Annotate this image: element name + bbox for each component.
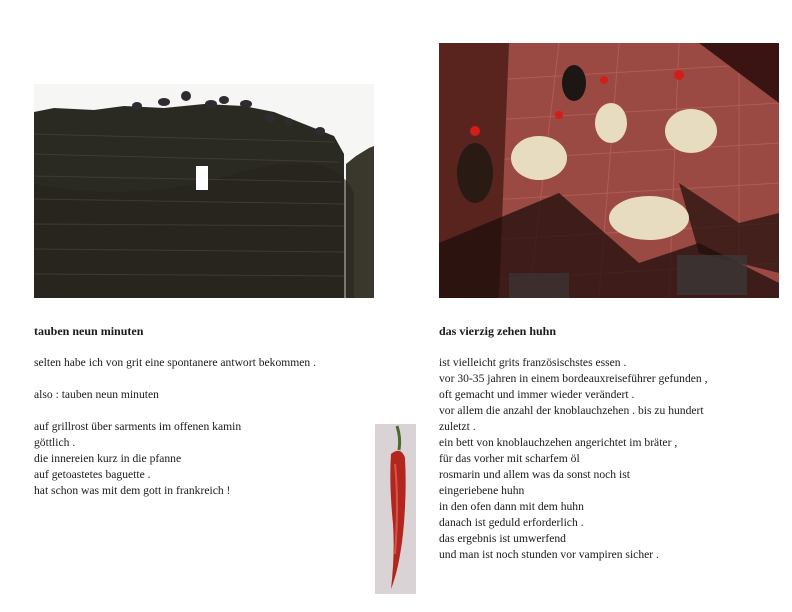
right-line: in den ofen dann mit dem huhn [439,500,584,513]
right-line: oft gemacht und immer wieder verändert . [439,388,635,401]
right-line: danach ist geduld erforderlich . [439,516,584,529]
left-line: auf getoastetes baguette . [34,468,151,481]
left-text-column [34,323,374,515]
left-line: also : tauben neun minuten [34,388,159,401]
right-line: ein bett von knoblauchzehen angerichtet im bräter , [439,436,678,449]
right-line: rosmarin und allem was da sonst noch ist [439,468,630,481]
left-line: hat schon was mit dem gott in frankreich ! [34,484,231,497]
left-title: tauben neun minuten [34,324,144,338]
chickens-courtyard-photo [439,43,779,298]
right-line: eingeriebene huhn [439,484,525,497]
left-paragraph [34,355,374,371]
pigeons-wall-photo [34,84,374,298]
right-paragraph [439,355,779,563]
right-line: vor allem die anzahl der knoblauchzehen . bis zu hundert [439,404,704,417]
left-paragraph [34,419,374,499]
left-line: selten habe ich von grit eine spontanere antwort bekommen . [34,356,317,369]
left-line: göttlich . [34,436,76,449]
right-line: vor 30-35 jahren in einem bordeauxreiseführer gefunden , [439,372,708,385]
right-line: für das vorher mit scharfem öl [439,452,580,465]
chili-pepper-photo [375,424,416,594]
right-line: das ergebnis ist umwerfend [439,532,566,545]
left-line: auf grillrost über sarments im offenen kamin [34,420,242,433]
left-line: die innereien kurz in die pfanne [34,452,182,465]
right-line: zuletzt . [439,420,476,433]
right-line: ist vielleicht grits französischstes essen . [439,356,627,369]
right-title: das vierzig zehen huhn [439,324,557,338]
right-line: und man ist noch stunden vor vampiren sicher . [439,548,659,561]
right-text-column [439,323,779,579]
left-paragraph [34,387,374,403]
